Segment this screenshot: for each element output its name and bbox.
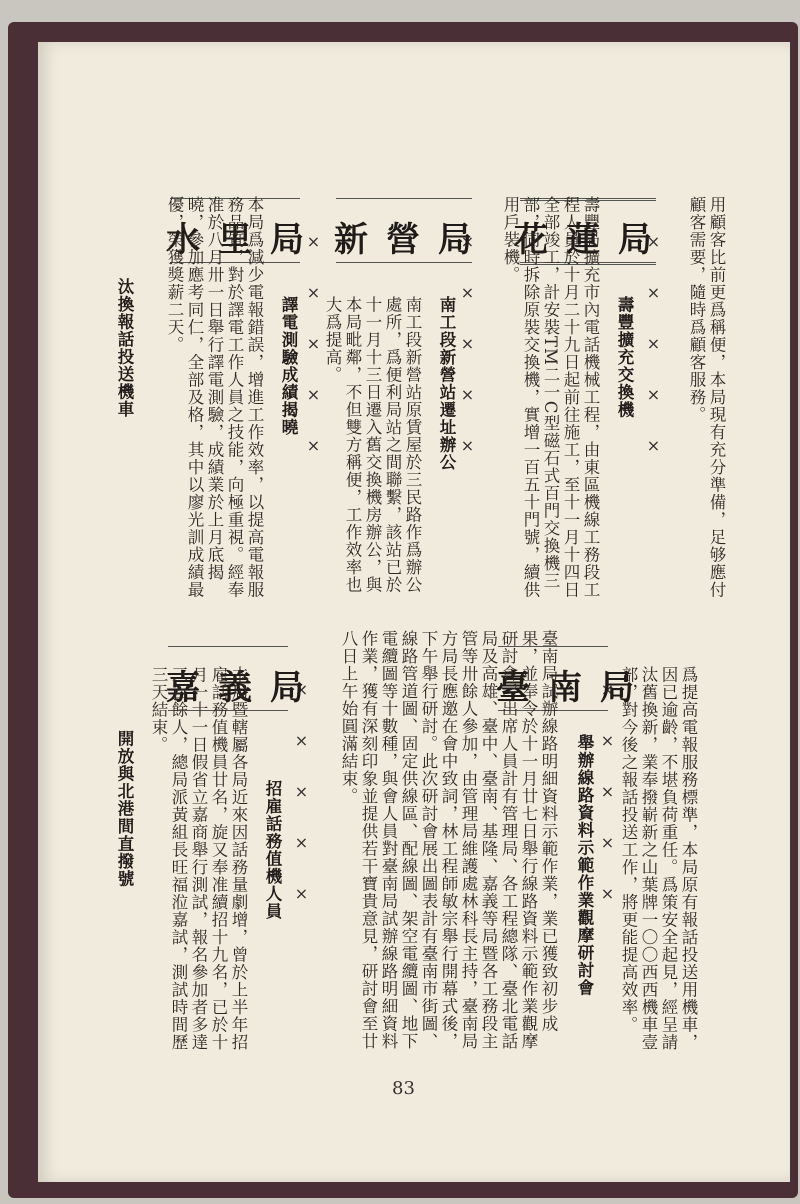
hongkong-heading: 開放與北港間直撥號 — [115, 730, 134, 888]
title-rule-top — [336, 198, 472, 199]
chiayi-body: 本局暨轄屬各局近來因話務量劇增，曾於上半年招雇話務值機員廿名，旋又奉准續招十九名，已於十月一十一日假省立嘉商舉行測試，報名參加者多達三百餘人，總局派黃組長旺福涖嘉試，測試時間歷三天結束。 — [149, 666, 248, 1051]
hualien-heading: 壽豐擴充交換機 — [615, 296, 634, 419]
xinying-title: 新營局 — [334, 220, 490, 260]
cross-divider-4: ××××× — [598, 680, 617, 935]
shuili-title: 水里局 — [166, 220, 322, 260]
top-right-paragraph: 用顧客比前更爲稱便，本局現有充分準備，足够應付顧客需要，隨時爲顧客服務。 — [687, 196, 726, 599]
cross-divider-2: ××××× — [458, 232, 477, 487]
motorcycle-paragraph: 爲提高電報服務標準，本局原有報話投送用機車，因已逾齡，不堪負荷重任。爲策安全起見，經呈請汰舊換新，業奉撥嶄新之山葉牌一〇〇西西機車壹部，對今後之報話投送工作，將更能提高效率。 — [619, 666, 698, 1051]
shuili-heading: 譯電測驗成績揭曉 — [279, 296, 298, 436]
chiayi-title: 嘉義局 — [166, 668, 322, 708]
hualien-body: 壽豐局擴充市內電話機械工程，由東區機線工務段工程人員於十月二十九日起前往施工，至十一月十四日全部竣工，計安裝TM二一C型磁石式百門交換機三部，同時拆除原裝交換機，實增一百五十門號，續供用戶裝機。 — [501, 196, 600, 599]
page-number: 83 — [392, 1078, 415, 1099]
cross-divider-5: ××××× — [292, 680, 311, 935]
xinying-body: 南工段新營站原賃屋於三民路作爲辦公處所，爲便利局站之間聯繫，該站已於十一月十三日遷入舊交換機房辦公，與本局毗鄰，不但雙方稱便，工作效率也大爲提高。 — [323, 296, 422, 594]
xinying-heading: 南工段新營站遷址辦公 — [437, 296, 456, 471]
hualien-title: 花蓮局 — [514, 220, 670, 260]
tainan-body: 臺南局試辦線路明細資料示範作業，業已獲致初步成果，並奉令於十一月廿七日舉行線路資料示範作業觀摩研討會，出席人員計有管理局、各工程總隊、臺北電話局及高雄、臺中、臺南、基隆、嘉義等局暨各工務段主管等卅餘人參加，由管理局維護處林科長主持，臺南局方局長應邀在會中致詞，林工程師敏宗舉行開幕式後，下午舉行研討。此次研討會展出圖表計有臺南市街圖、線路管道圖、固定供線區、配線圖、架空電纜圖、地下電纜圖等十數種，與會人員對臺南局試辦線路明細資料作業，獲有深刻印象並提供若干寶貴意見，研討會至廿八日上午始圓滿結束。 — [339, 630, 558, 1050]
title-rule-top — [168, 646, 288, 647]
motorcycle-heading: 汰換報話投送機車 — [115, 278, 134, 418]
tainan-title: 臺南局 — [496, 668, 652, 708]
tainan-heading: 舉辦線路資料示範作業觀摩研討會 — [575, 734, 594, 997]
cross-divider-1: ××××× — [644, 232, 663, 487]
title-rule-bottom — [336, 262, 472, 263]
chiayi-heading: 招雇話務值機人員 — [263, 780, 282, 920]
shuili-body: 本局爲減少電報錯誤，增進工作效率，以提高電報服務品質，對於譯電工作人員之技能，向極重視。經奉准於八月卅一日舉行譯電測驗，成績業於上月底揭曉，參加應考同仁，全部及格，其中以廖光訓成績最優，榮獲獎薪二天。 — [165, 196, 264, 599]
cross-divider-3: ××××× — [304, 232, 323, 487]
